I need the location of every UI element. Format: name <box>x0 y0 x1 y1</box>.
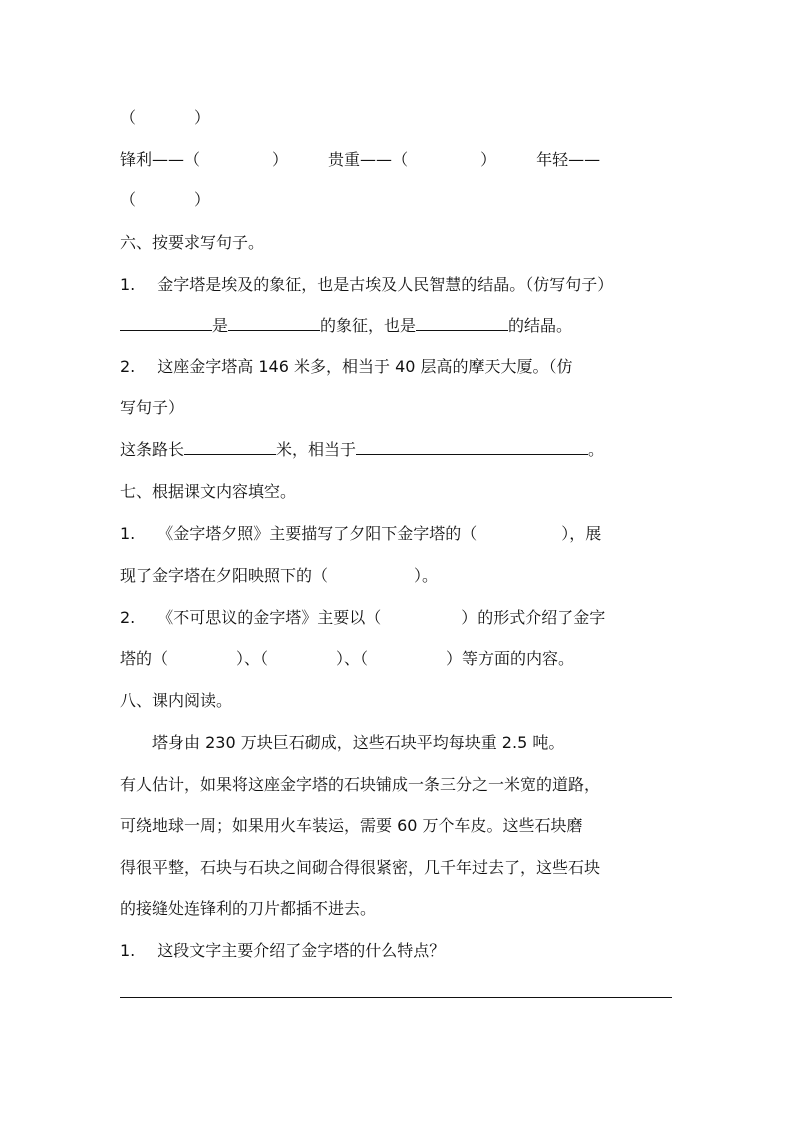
carry-over-blank <box>120 108 675 128</box>
fill-text: 的结晶。 <box>508 316 573 335</box>
question-number: 1. <box>120 275 136 294</box>
question-text: 现了金字塔在夕阳映照下的（ <box>120 566 329 585</box>
question-text: 《金字塔夕照》主要描写了夕阳下金字塔的（ <box>157 524 478 543</box>
paren-open: （ <box>120 190 137 209</box>
section-6-q1-fill <box>120 316 675 336</box>
answer-line[interactable] <box>120 997 672 998</box>
question-text: ），展 <box>561 524 602 543</box>
section-6-title: 六、按要求写句子。 <box>120 233 265 252</box>
paren-close: ） <box>272 150 289 169</box>
fill-text: 。 <box>588 440 605 459</box>
section-7-title: 七、根据课文内容填空。 <box>120 482 297 501</box>
question-text: 这座金字塔高 146 米多，相当于 40 层高的摩天大厦。（仿 <box>157 357 573 376</box>
section-8-q1 <box>120 941 675 961</box>
question-number: 2. <box>120 357 136 376</box>
passage-line-4: 得很平整，石块与石块之间砌合得很紧密，几千年过去了，这些石块 <box>120 858 601 877</box>
paren-open: （ <box>120 108 137 127</box>
paren-close: ） <box>480 150 497 169</box>
antonym-word-2: 贵重—— <box>328 150 393 169</box>
blank[interactable] <box>356 440 588 455</box>
antonym-word-1: 锋利—— <box>120 150 185 169</box>
paren-open: （ <box>184 150 201 169</box>
question-number: 1. <box>120 941 136 960</box>
section-7-q1 <box>120 524 675 544</box>
section-7-q2 <box>120 608 675 628</box>
question-text: ）的形式介绍了金字 <box>461 608 606 627</box>
passage-line-5: 的接缝处连锋利的刀片都插不进去。 <box>120 899 377 918</box>
blank[interactable] <box>184 440 276 455</box>
antonym-row <box>120 150 675 170</box>
question-text: 这段文字主要介绍了金字塔的什么特点？ <box>157 941 446 960</box>
antonym-word-3: 年轻—— <box>536 150 601 169</box>
antonym-row-cont <box>120 190 675 210</box>
fill-text: 这条路长 <box>120 440 185 459</box>
question-number: 2. <box>120 608 136 627</box>
fill-text: 是 <box>212 316 229 335</box>
section-8-title: 八、课内阅读。 <box>120 691 233 710</box>
paren-close: ） <box>194 190 211 209</box>
question-text: ）等方面的内容。 <box>446 649 575 668</box>
question-text: 塔的（ <box>120 649 169 668</box>
section-7-q2-cont <box>120 649 675 669</box>
fill-text: 的象征，也是 <box>320 316 417 335</box>
section-6-q1 <box>120 275 675 295</box>
question-text: ）、（ <box>236 649 269 668</box>
passage-line-2: 有人估计，如果将这座金字塔的石块铺成一条三分之一米宽的道路， <box>120 775 601 794</box>
question-text: 金字塔是埃及的象征，也是古埃及人民智慧的结晶。（仿写句子） <box>157 275 614 294</box>
passage-line-3: 可绕地球一周；如果用火车装运，需要 60 万个车皮。这些石块磨 <box>120 816 583 835</box>
passage-line-1: 塔身由 230 万块巨石砌成，这些石块平均每块重 2.5 吨。 <box>152 733 565 752</box>
fill-text: 米，相当于 <box>276 440 357 459</box>
question-text: 《不可思议的金字塔》主要以（ <box>157 608 382 627</box>
section-6-q2-cont: 写句子） <box>120 398 185 417</box>
blank[interactable] <box>416 316 508 331</box>
section-7-q1-cont <box>120 566 675 586</box>
question-number: 1. <box>120 524 136 543</box>
paren-open: （ <box>392 150 409 169</box>
question-text: ）、（ <box>336 649 369 668</box>
paren-close: ） <box>194 108 211 127</box>
blank[interactable] <box>120 316 212 331</box>
blank[interactable] <box>228 316 320 331</box>
section-6-q2 <box>120 357 675 377</box>
section-6-q2-fill <box>120 440 675 460</box>
question-text: ）。 <box>414 566 439 585</box>
